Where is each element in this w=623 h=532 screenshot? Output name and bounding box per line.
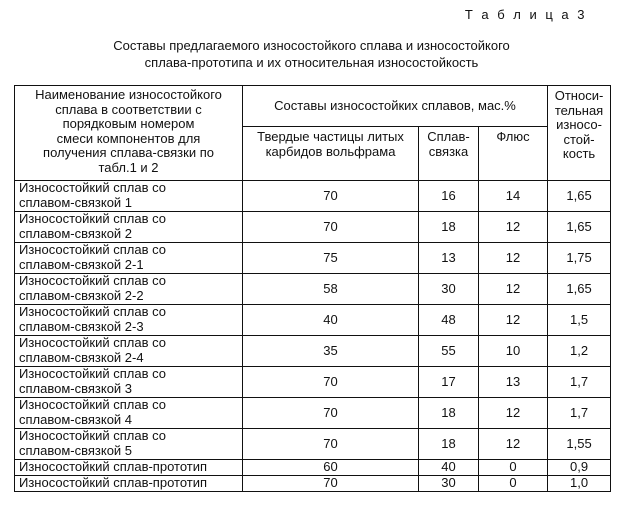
binder-value: 30 bbox=[419, 274, 479, 305]
header-relative-wear-resistance: Относи- тельная износо- стой- кость bbox=[548, 86, 611, 181]
table-row bbox=[15, 274, 611, 305]
alloy-name-cell: Износостойкий сплав со сплавом-связкой 2-4 bbox=[15, 336, 243, 367]
flux-value: 0 bbox=[479, 460, 548, 476]
relative-resistance-value: 1,65 bbox=[548, 212, 611, 243]
flux-value: 10 bbox=[479, 336, 548, 367]
relative-resistance-value: 1,65 bbox=[548, 181, 611, 212]
carbide-value: 70 bbox=[243, 398, 419, 429]
alloy-name-cell: Износостойкий сплав со сплавом-связкой 2-1 bbox=[15, 243, 243, 274]
table-row bbox=[15, 305, 611, 336]
table-caption bbox=[0, 37, 623, 71]
relative-resistance-value: 1,55 bbox=[548, 429, 611, 460]
relative-resistance-value: 1,5 bbox=[548, 305, 611, 336]
flux-value: 12 bbox=[479, 212, 548, 243]
binder-value: 13 bbox=[419, 243, 479, 274]
relative-resistance-value: 1,7 bbox=[548, 398, 611, 429]
carbide-value: 40 bbox=[243, 305, 419, 336]
carbide-value: 75 bbox=[243, 243, 419, 274]
flux-value: 12 bbox=[479, 398, 548, 429]
relative-resistance-value: 0,9 bbox=[548, 460, 611, 476]
header-carbide-particles: Твердые частицы литых карбидов вольфрама bbox=[243, 127, 419, 181]
binder-value: 40 bbox=[419, 460, 479, 476]
carbide-value: 35 bbox=[243, 336, 419, 367]
carbide-value: 70 bbox=[243, 212, 419, 243]
alloy-name-cell: Износостойкий сплав со сплавом-связкой 2 bbox=[15, 212, 243, 243]
header-alloy-name: Наименование износостойкого сплава в соответствии с порядковым номером смеси компонентов для получения сплава-связки по табл.1 и 2 bbox=[15, 86, 243, 181]
flux-value: 14 bbox=[479, 181, 548, 212]
alloy-name-cell: Износостойкий сплав со сплавом-связкой 5 bbox=[15, 429, 243, 460]
relative-resistance-value: 1,2 bbox=[548, 336, 611, 367]
table-row bbox=[15, 212, 611, 243]
carbide-value: 70 bbox=[243, 367, 419, 398]
alloy-name-cell: Износостойкий сплав со сплавом-связкой 4 bbox=[15, 398, 243, 429]
table-row bbox=[15, 336, 611, 367]
carbide-value: 58 bbox=[243, 274, 419, 305]
table-row bbox=[15, 460, 611, 476]
caption-line: сплава-прототипа и их относительная износостойкость bbox=[144, 55, 479, 70]
table-number: Т а б л и ц а 3 bbox=[464, 7, 587, 22]
table-row bbox=[15, 367, 611, 398]
alloy-name-cell: Износостойкий сплав со сплавом-связкой 2-3 bbox=[15, 305, 243, 336]
carbide-value: 70 bbox=[243, 429, 419, 460]
table-row bbox=[15, 243, 611, 274]
carbide-value: 60 bbox=[243, 460, 419, 476]
caption-line: Составы предлагаемого износостойкого сплава и износостойкого bbox=[113, 38, 510, 53]
carbide-value: 70 bbox=[243, 181, 419, 212]
binder-value: 30 bbox=[419, 476, 479, 492]
flux-value: 13 bbox=[479, 367, 548, 398]
flux-value: 12 bbox=[479, 305, 548, 336]
binder-value: 18 bbox=[419, 212, 479, 243]
relative-resistance-value: 1,75 bbox=[548, 243, 611, 274]
relative-resistance-value: 1,0 bbox=[548, 476, 611, 492]
binder-value: 16 bbox=[419, 181, 479, 212]
table-row bbox=[15, 476, 611, 492]
relative-resistance-value: 1,7 bbox=[548, 367, 611, 398]
flux-value: 12 bbox=[479, 274, 548, 305]
binder-value: 48 bbox=[419, 305, 479, 336]
alloy-name-cell: Износостойкий сплав-прототип bbox=[15, 460, 243, 476]
table-row bbox=[15, 398, 611, 429]
header-flux: Флюс bbox=[479, 127, 548, 181]
header-binder-alloy: Сплав- связка bbox=[419, 127, 479, 181]
alloy-name-cell: Износостойкий сплав-прототип bbox=[15, 476, 243, 492]
composition-table bbox=[14, 85, 611, 492]
flux-value: 12 bbox=[479, 243, 548, 274]
binder-value: 17 bbox=[419, 367, 479, 398]
binder-value: 18 bbox=[419, 398, 479, 429]
header-compositions: Составы износостойких сплавов, мас.% bbox=[243, 86, 548, 127]
carbide-value: 70 bbox=[243, 476, 419, 492]
table-row bbox=[15, 429, 611, 460]
relative-resistance-value: 1,65 bbox=[548, 274, 611, 305]
binder-value: 55 bbox=[419, 336, 479, 367]
binder-value: 18 bbox=[419, 429, 479, 460]
table-row bbox=[15, 181, 611, 212]
flux-value: 0 bbox=[479, 476, 548, 492]
alloy-name-cell: Износостойкий сплав со сплавом-связкой 2-2 bbox=[15, 274, 243, 305]
flux-value: 12 bbox=[479, 429, 548, 460]
alloy-name-cell: Износостойкий сплав со сплавом-связкой 3 bbox=[15, 367, 243, 398]
alloy-name-cell: Износостойкий сплав со сплавом-связкой 1 bbox=[15, 181, 243, 212]
